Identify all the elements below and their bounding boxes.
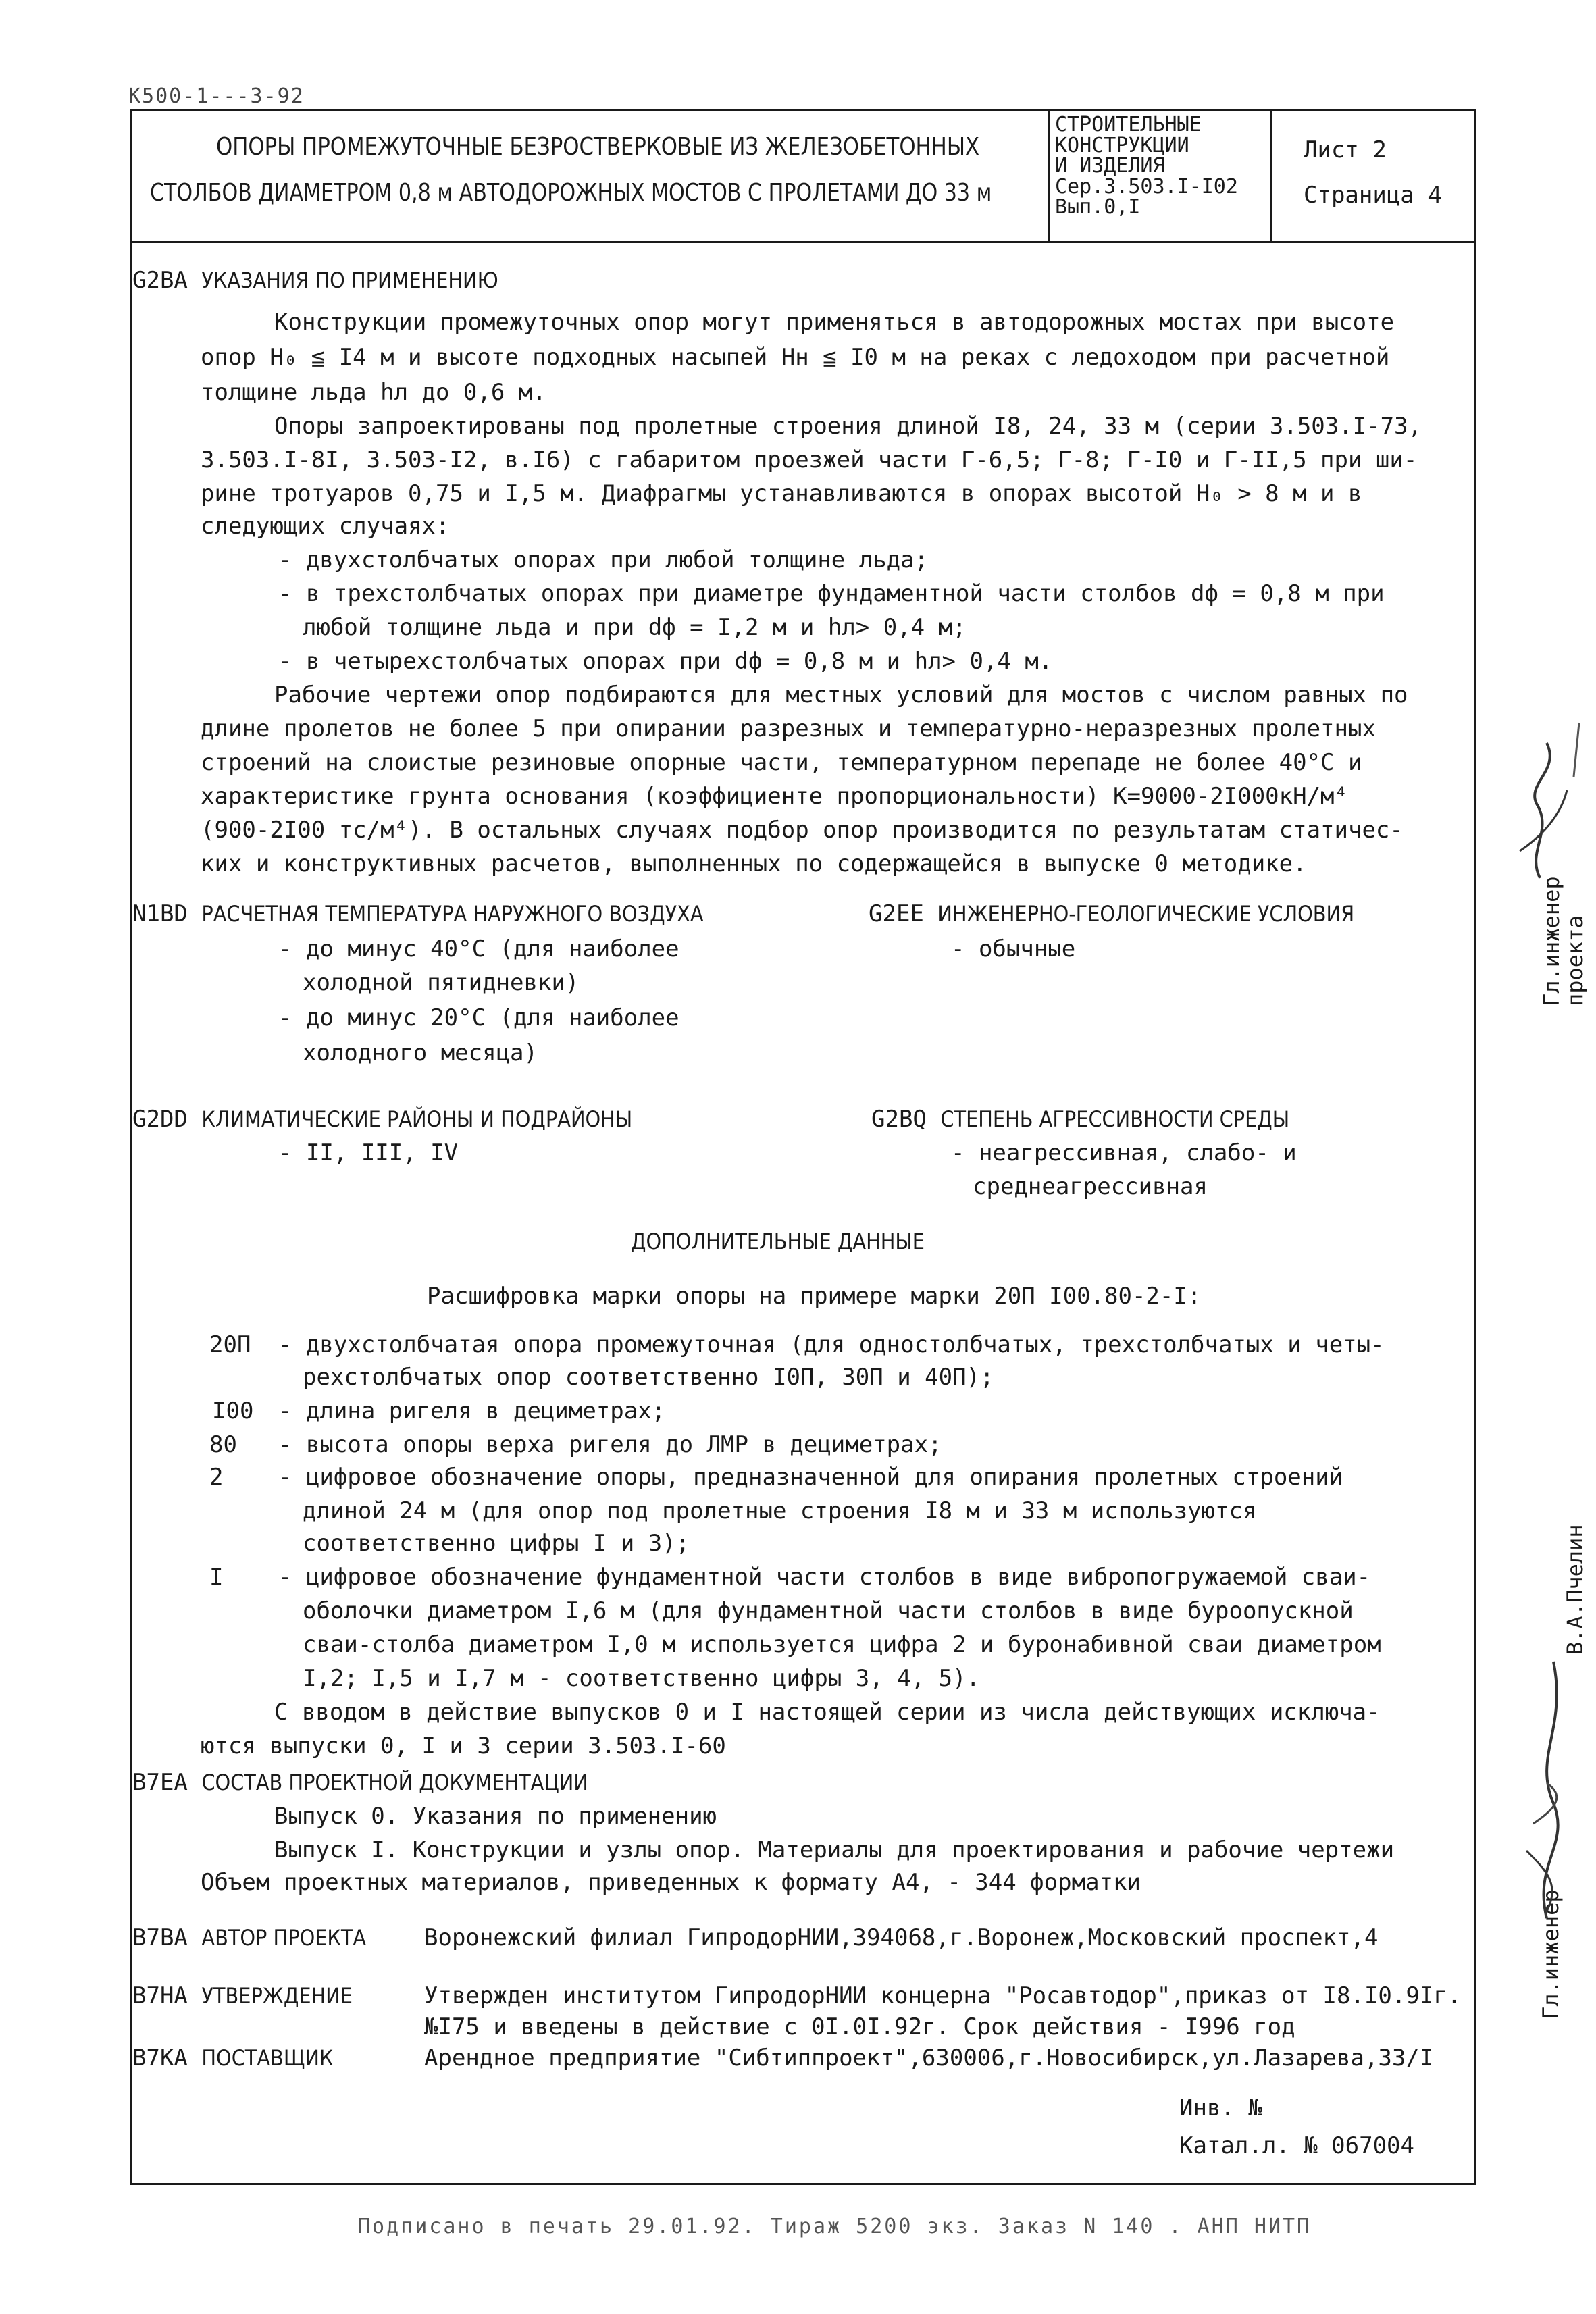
mark-key: I (209, 1564, 224, 1591)
mark-desc-line: - цифровое обозначение опоры, предназначенной для опирания пролетных строений (278, 1464, 1343, 1491)
mark-key: 2 (209, 1464, 224, 1491)
n1bd-line: - до минус 20°С (для наиболее (278, 1004, 679, 1031)
g2bq-line: - неагрессивная, слабо- и (951, 1139, 1297, 1166)
b7ba-text: Воронежский филиал ГипродорНИИ,394068,г.Воронеж,Московский проспект,4 (424, 1924, 1379, 1951)
header-divider-1 (1048, 109, 1050, 241)
b7ka-text: Арендное предприятие "Сибтиппроект",630006,г.Новосибирск,ул.Лазарева,33/I (424, 2045, 1434, 2072)
mark-desc-line: - двухстолбчатая опора промежуточная (для одностолбчатых, трехстолбчатых и четы- (278, 1331, 1385, 1358)
signature-bottom (1506, 1648, 1587, 1932)
section-title: ИНЖЕНЕРНО-ГЕОЛОГИЧЕСКИЕ УСЛОВИЯ (937, 901, 1355, 927)
section-code: G2BQ (871, 1106, 927, 1133)
extra-intro: Расшифровка марки опоры на примере марки 20П I00.80-2-I: (427, 1283, 1202, 1310)
page-number: Страница 4 (1304, 182, 1442, 209)
section-g2ba-heading (132, 269, 498, 292)
section-b7ba-heading (132, 1926, 366, 1949)
section-title: УТВЕРЖДЕНИЕ (201, 1983, 353, 2009)
section-g2ee-heading (869, 902, 1354, 925)
section-g2bq-heading (871, 1108, 1289, 1131)
g2ba-line: опор H₀ ≦ I4 м и высоте подходных насыпей Hн ≦ I0 м на реках с ледоходом при расчетной (201, 344, 1390, 371)
g2dd-line: - II, III, IV (278, 1139, 459, 1166)
section-title: УКАЗАНИЯ ПО ПРИМЕНЕНИЮ (201, 267, 498, 293)
series-line: КОНСТРУКЦИИ (1055, 133, 1189, 157)
g2ba-line: толщине льда hл до 0,6 м. (201, 379, 546, 406)
mark-desc-line: сваи-столба диаметром I,0 м используется цифра 2 и буронабивной сваи диаметром (303, 1631, 1381, 1658)
section-code: N1BD (132, 900, 188, 927)
section-code: G2DD (132, 1106, 188, 1133)
g2ba-line: - в четырехстолбчатых опорах при dф = 0,8 м и hл> 0,4 м. (278, 648, 1053, 675)
document-code: К500-1---3-92 (128, 84, 305, 108)
g2ba-line: характеристике грунта основания (коэффициенте пропорциональности) К=9000-2I000кН/м⁴ (201, 783, 1348, 810)
section-title: СОСТАВ ПРОЕКТНОЙ ДОКУМЕНТАЦИИ (201, 1770, 588, 1795)
b7ea-line: Выпуск 0. Указания по применению (274, 1803, 717, 1830)
header-frame (130, 109, 1476, 243)
g2ee-line: - обычные (951, 935, 1076, 962)
mark-desc-line: рехстолбчатых опор соответственно I0П, 30П и 40П); (303, 1364, 994, 1391)
mark-desc-line: - высота опоры верха ригеля до ЛМР в дециметрах; (278, 1431, 942, 1458)
g2ba-line: любой толщине льда и при dф = I,2 м и hл> 0,4 м; (303, 614, 967, 641)
section-code: B7KA (132, 2045, 188, 2072)
margin-name: В.А.Пчелин (1562, 1524, 1588, 1655)
series-line: СТРОИТЕЛЬНЫЕ (1055, 113, 1202, 136)
section-code: B7BA (132, 1924, 188, 1951)
b7ha-line: №I75 и введены в действие с 0I.0I.92г. Срок действия - I996 год (424, 2013, 1295, 2040)
n1bd-line: - до минус 40°С (для наиболее (278, 935, 679, 962)
header-title-line-2: СТОЛБОВ ДИАМЕТРОМ 0,8 м АВТОДОРОЖНЫХ МОСТОВ С ПРОЛЕТАМИ ДО 33 м (150, 179, 992, 207)
section-n1bd-heading (132, 902, 704, 925)
mark-desc-line: - длина ригеля в дециметрах; (278, 1397, 666, 1424)
mark-desc-line: соответственно цифры I и 3); (303, 1530, 690, 1557)
g2ba-line: следующих случаях: (201, 513, 450, 540)
g2ba-line: длине пролетов не более 5 при опирании разрезных и температурно-неразрезных пролетных (201, 715, 1376, 742)
margin-role-top: Гл.инженер проекта (1539, 876, 1589, 1006)
series-number: Сер.3.503.I-I02 (1055, 174, 1238, 199)
mark-desc-line: оболочки диаметром I,6 м (для фундаментной части столбов в виде буроопускной (303, 1597, 1354, 1624)
g2ba-line: строений на слоистые резиновые опорные части, температурном перепаде не более 40°С и (201, 749, 1362, 776)
section-b7ka-heading (132, 2045, 334, 2072)
header-divider-2 (1270, 109, 1272, 241)
g2bq-line: среднеагрессивная (973, 1173, 1208, 1200)
extra-title: ДОПОЛНИТЕЛЬНЫЕ ДАННЫЕ (631, 1229, 925, 1254)
g2ba-line: (900-2I00 тс/м⁴). В остальных случаях подбор опор производится по результатам статичес- (201, 817, 1404, 844)
closing-line: С вводом в действие выпусков 0 и I настоящей серии из числа действующих исключа- (274, 1699, 1381, 1726)
g2ba-line: Опоры запроектированы под пролетные строения длиной I8, 24, 33 м (серии 3.503.I-73, (274, 413, 1422, 440)
inventory-number: Инв. № (1179, 2094, 1262, 2122)
section-b7ea-heading (132, 1771, 588, 1794)
series-line: И ИЗДЕЛИЯ (1055, 154, 1165, 178)
section-title: РАСЧЕТНАЯ ТЕМПЕРАТУРА НАРУЖНОГО ВОЗДУХА (201, 901, 704, 927)
mark-desc-line: I,2; I,5 и I,7 м - соответственно цифры 3, 4, 5). (303, 1665, 981, 1692)
section-code: G2EE (869, 900, 924, 927)
g2ba-line: ких и конструктивных расчетов, выполненных по содержащейся в выпуске 0 методике. (201, 850, 1307, 877)
b7ea-line: Выпуск I. Конструкции и узлы опор. Материалы для проектирования и рабочие чертежи (274, 1836, 1395, 1863)
section-g2dd-heading (132, 1108, 632, 1131)
catalog-number: Катал.л. № 067004 (1179, 2132, 1414, 2159)
section-title: КЛИМАТИЧЕСКИЕ РАЙОНЫ И ПОДРАЙОНЫ (201, 1106, 633, 1132)
section-title: АВТОР ПРОЕКТА (201, 1925, 367, 1951)
section-title: СТЕПЕНЬ АГРЕССИВНОСТИ СРЕДЫ (940, 1106, 1290, 1132)
series-block (1055, 115, 1270, 218)
mark-desc-line: - цифровое обозначение фундаментной части столбов в виде вибропогружаемой сваи- (278, 1564, 1371, 1591)
closing-line: ются выпуски 0, I и 3 серии 3.503.I-60 (201, 1732, 726, 1759)
section-code: G2BA (132, 267, 188, 294)
g2ba-line: - в трехстолбчатых опорах при диаметре фундаментной части столбов dф = 0,8 м при (278, 580, 1385, 607)
mark-key: 20П (209, 1331, 251, 1358)
n1bd-line: холодного месяца) (303, 1039, 538, 1066)
header-title-line-1: ОПОРЫ ПРОМЕЖУТОЧНЫЕ БЕЗРОСТВЕРКОВЫЕ ИЗ ЖЕЛЕЗОБЕТОННЫХ (216, 133, 980, 161)
section-title: ПОСТАВЩИК (201, 2045, 334, 2071)
n1bd-line: холодной пятидневки) (303, 969, 580, 996)
margin-role-bottom: Гл.инженер (1538, 1889, 1564, 2020)
mark-desc-line: длиной 24 м (для опор под пролетные строения I8 м и 33 м используются (303, 1497, 1257, 1524)
mark-key: I00 (212, 1397, 254, 1424)
g2ba-line: - двухстолбчатых опорах при любой толщине льда; (278, 546, 929, 573)
g2ba-line: рине тротуаров 0,75 и I,5 м. Диафрагмы устанавливаются в опорах высотой H₀ > 8 м и в (201, 480, 1362, 507)
b7ea-line: Объем проектных материалов, приведенных к формату А4, - 344 форматки (201, 1869, 1141, 1896)
section-code: B7HA (132, 1982, 188, 2009)
print-imprint: Подписано в печать 29.01.92. Тираж 5200 экз. Заказ N 140 . АНП НИТП (358, 2215, 1312, 2238)
mark-key: 80 (209, 1431, 237, 1458)
section-b7ha-heading (132, 1984, 353, 2007)
series-issue: Вып.0,I (1055, 195, 1141, 220)
g2ba-line: 3.503.I-8I, 3.503-I2, в.I6) с габаритом проезжей части Г-6,5; Г-8; Г-I0 и Г-II,5 при ши- (201, 446, 1418, 473)
sheet-number: Лист 2 (1304, 136, 1387, 163)
b7ha-line: Утвержден институтом ГипродорНИИ концерна "Росавтодор",приказ от I8.I0.9Iг. (424, 1982, 1462, 2009)
g2ba-line: Рабочие чертежи опор подбираются для местных условий для мостов с числом равных по (274, 682, 1408, 709)
signature-top (1499, 716, 1587, 892)
section-code: B7EA (132, 1769, 188, 1796)
g2ba-line: Конструкции промежуточных опор могут применяться в автодорожных мостах при высоте (274, 309, 1395, 336)
